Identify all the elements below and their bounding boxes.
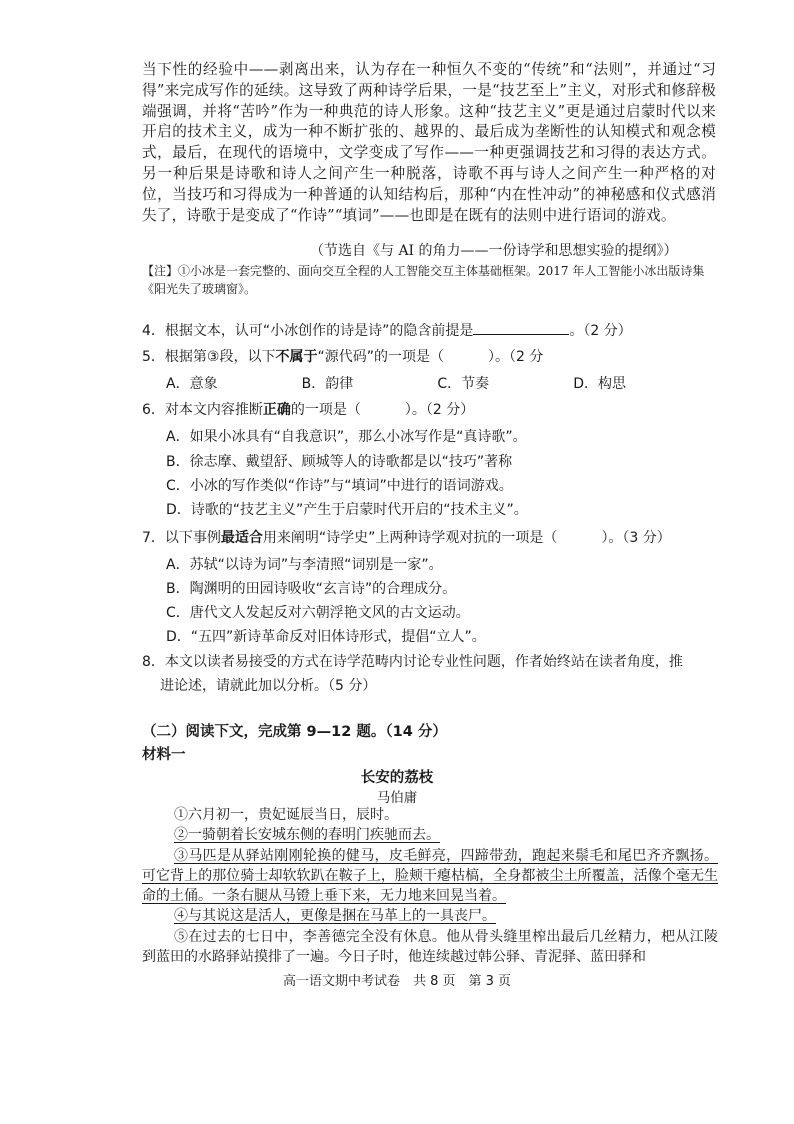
option-c: C．小冰的写作类似“作诗”与“填词”中进行的语词游戏。 bbox=[166, 478, 513, 494]
story-paragraph-5: ⑤在过去的七日中，李善德完全没有休息。他从骨头缝里榨出最后几丝精力，杷从江陵到蓝田的水路驿站摸排了一遍。今日子时，他连续越过韩公驿、青泥驿、蓝田驿和 bbox=[142, 928, 718, 966]
section-heading: （二）阅读下文，完成第 9—12 题。（14 分） bbox=[142, 724, 447, 740]
story-paragraph-1: ①六月初一，贵妃诞辰当日，辰时。 bbox=[174, 807, 398, 823]
question-4 bbox=[142, 321, 632, 341]
option-b: B．徐志摩、戴望舒、顾城等人的诗歌都是以“技巧”著称 bbox=[166, 454, 513, 470]
emphasis-text: 正确 bbox=[262, 402, 291, 418]
emphasis-text: 不属于 bbox=[275, 349, 318, 365]
question-5: 5．根据第③段，以下不属于“源代码”的一项是（ ）。（2 分 bbox=[142, 349, 544, 365]
story-paragraph-3: ③马匹是从驿站刚刚轮换的健马，皮毛鲜亮，四蹄带劲，跑起来鬃毛和尾巴齐齐飘扬。可它背上的那位骑士却软软趴在鞍子上，脸颊干瘪枯槁，全身都被尘土所覆盖，活像个毫无生命的土俑。一条右腿从马镫上垂下来，无力地来回晃当着。 bbox=[142, 847, 718, 905]
material-label: 材料一 bbox=[142, 747, 186, 763]
story-text bbox=[142, 805, 718, 967]
story-paragraph-2: ②一骑朝着长安城东侧的春明门疾驰而去。 bbox=[174, 827, 440, 844]
question-4-score: 。（2 分） bbox=[569, 323, 632, 339]
passage-excerpt bbox=[142, 60, 716, 226]
option-b: B．韵律 bbox=[301, 376, 354, 392]
option-c: C．节奏 bbox=[437, 376, 490, 392]
answer-blank bbox=[473, 322, 569, 335]
question-8 bbox=[142, 652, 683, 696]
story-author: 马伯庸 bbox=[376, 790, 418, 806]
option-b: B．陶渊明的田园诗吸收“玄言诗”的合理成分。 bbox=[166, 581, 457, 597]
page-footer: 高一语文期中考试卷 共 8 页 第 3 页 bbox=[282, 974, 512, 989]
passage-paragraph: 当下性的经验中——剥离出来，认为存在一种恒久不变的“传统”和“法则”，并通过“习得”来完成写作的延续。这导致了两种诗学后果，一是“技艺至上”主义，对形式和修辞极端强调，并将“苦吟”作为一种典范的诗人形象。这种“技艺主义”更是通过启蒙时代以来开启的技术主义，成为一种不断扩张的、越界的、最后成为垄断性的认知模式和观念模式，最后，在现代的语境中，文学变成了写作——一种更强调技艺和习得的表达方式。另一种后果是诗歌和诗人之间产生一种脱落，诗歌不再与诗人之间产生一种严格的对位，当技巧和习得成为一种普通的认知结构后，那种“内在性冲动”的神秘感和仪式感消失了，诗歌于是变成了“作诗”“填词”——也即是在既有的法则中进行语词的游戏。 bbox=[142, 61, 716, 224]
question-5-options bbox=[166, 373, 626, 393]
option-a: A．如果小冰具有“自我意识”，那么小冰写作是“真诗歌”。 bbox=[166, 429, 527, 445]
option-d: D．诗歌的“技艺主义”产生于启蒙时代开启的“技术主义”。 bbox=[166, 502, 528, 518]
option-c: C．唐代文人发起反对六朝浮艳文风的古文运动。 bbox=[166, 605, 470, 621]
question-4-text: 4．根据文本，认可“小冰创作的诗是诗”的隐含前提是 bbox=[142, 323, 474, 339]
question-8-line-2: 进论述，请就此加以分析。（5 分） bbox=[160, 678, 377, 694]
passage-source: （节选自《与 AI 的角力——一份诗学和思想实验的提纲》） bbox=[310, 243, 678, 259]
option-a: A．苏轼“以诗为词”与李清照“词别是一家”。 bbox=[166, 557, 443, 573]
question-6: 6．对本文内容推断正确的一项是（ ）。（2 分） bbox=[142, 402, 475, 418]
option-d: D．构思 bbox=[573, 376, 626, 392]
story-title: 长安的荔枝 bbox=[360, 769, 434, 786]
emphasis-text: 最适合 bbox=[220, 530, 263, 546]
question-7: 7．以下事例最适合用来阐明“诗学史”上两种诗学观对抗的一项是（ ）。（3 分） bbox=[142, 530, 671, 546]
option-d: D．“五四”新诗革命反对旧体诗形式，提倡“立人”。 bbox=[166, 629, 486, 645]
story-paragraph-4: ④与其说这是活人，更像是捆在马革上的一具丧尸。 bbox=[174, 908, 496, 925]
question-8-line-1: 8．本文以读者易接受的方式在诗学范畴内讨论专业性问题，作者始终站在读者角度，推 bbox=[142, 654, 683, 670]
passage-note: 【注】①小冰是一套完整的、面向交互全程的人工智能交互主体基础框架。2017 年人工智能小冰出版诗集《阳光失了玻璃窗》。 bbox=[142, 264, 705, 296]
option-a: A．意象 bbox=[166, 376, 218, 392]
